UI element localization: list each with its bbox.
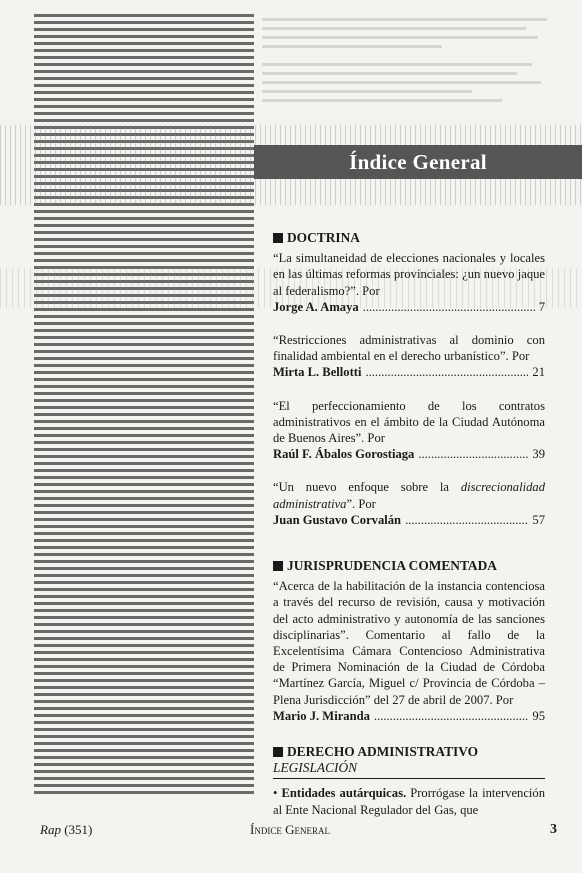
entry-title: “Restricciones administrativas al dominio con finalidad ambiental en el derecho urbanístico”. Por xyxy=(273,333,545,364)
bullet-bold-text: Entidades autárquicas. xyxy=(281,786,407,801)
entry-page: 57 xyxy=(532,512,545,527)
square-bullet-icon xyxy=(273,233,283,243)
entry-title-italic: discrecionalidad administrativa xyxy=(273,480,545,511)
entry-title: ”. Por xyxy=(346,496,376,511)
bleed-through-text xyxy=(262,12,562,130)
footer-running-title: Índice General xyxy=(250,822,330,837)
toc-entry xyxy=(273,479,545,528)
page-title-text: Índice General xyxy=(349,149,487,174)
entry-author: Raúl F. Ábalos Gorostiaga xyxy=(273,447,415,462)
entry-author: Juan Gustavo Corvalán xyxy=(273,512,402,527)
section-heading-doctrina: DOCTRINA xyxy=(273,230,545,246)
entry-page: 7 xyxy=(538,299,545,314)
entry-page: 21 xyxy=(532,365,545,380)
entry-author: Jorge A. Amaya xyxy=(273,299,359,314)
bullet-icon: • xyxy=(273,786,278,801)
dot-leader xyxy=(418,446,528,462)
entry-author: Mario J. Miranda xyxy=(273,708,370,723)
toc-entry xyxy=(273,250,545,315)
dot-leader xyxy=(374,708,529,724)
entry-last-line xyxy=(273,446,545,462)
entry-title: “Acerca de la habilitación de la instancia contenciosa a través del recurso de revisión, causa y motivación del acto administrativo y autonomía de las sanciones disciplinarias”. Comentario al fallo de la Excelentísima Cámara Contencioso Administrativa de Primera Nominación de la Ciudad de Córdoba “Martínez García, Miguel c/ Provincia de Córdoba – Plena Jurisdicción” del 27 de abril de 2007. Por xyxy=(273,579,545,707)
toc-entry xyxy=(273,332,545,381)
footer-journal: Rap (351) xyxy=(40,822,93,837)
toc-entry xyxy=(273,578,545,724)
entry-title: “Un nuevo enfoque sobre la xyxy=(273,480,449,495)
entry-title: “El perfeccionamiento de los contratos administrativos en el ámbito de la Ciudad Autónoma de Buenos Aires”. Por xyxy=(273,398,545,446)
dot-leader xyxy=(363,299,535,315)
entry-title: “La simultaneidad de elecciones nacionales y locales en las últimas reformas provinciales: ¿un nuevo jaque al federalismo?”. Por xyxy=(273,251,545,298)
dot-leader xyxy=(405,512,528,528)
entry-page: 39 xyxy=(532,447,545,462)
decorative-stripes xyxy=(34,14,254,795)
square-bullet-icon xyxy=(273,747,283,757)
entry-page: 95 xyxy=(532,708,545,723)
entry-last-line xyxy=(273,512,545,528)
square-bullet-icon xyxy=(273,561,283,571)
entry-last-line xyxy=(273,708,545,724)
dot-leader xyxy=(365,364,528,380)
page-title xyxy=(254,145,582,179)
footer-page-number: 3 xyxy=(550,822,557,837)
list-item xyxy=(273,785,545,817)
entry-last-line xyxy=(273,364,545,380)
subheading-legislacion: LEGISLACIÓN xyxy=(273,760,545,779)
section-heading-derecho-administrativo: DERECHO ADMINISTRATIVO xyxy=(273,744,545,760)
toc-entry xyxy=(273,398,545,463)
entry-last-line xyxy=(273,299,545,315)
table-of-contents xyxy=(273,230,545,818)
bullet-text: Prorrógase la intervención al Ente Nacional Regulador del Gas, que xyxy=(273,786,546,817)
section-heading-jurisprudencia: JURISPRUDENCIA COMENTADA xyxy=(273,558,545,574)
entry-author: Mirta L. Bellotti xyxy=(273,365,362,380)
